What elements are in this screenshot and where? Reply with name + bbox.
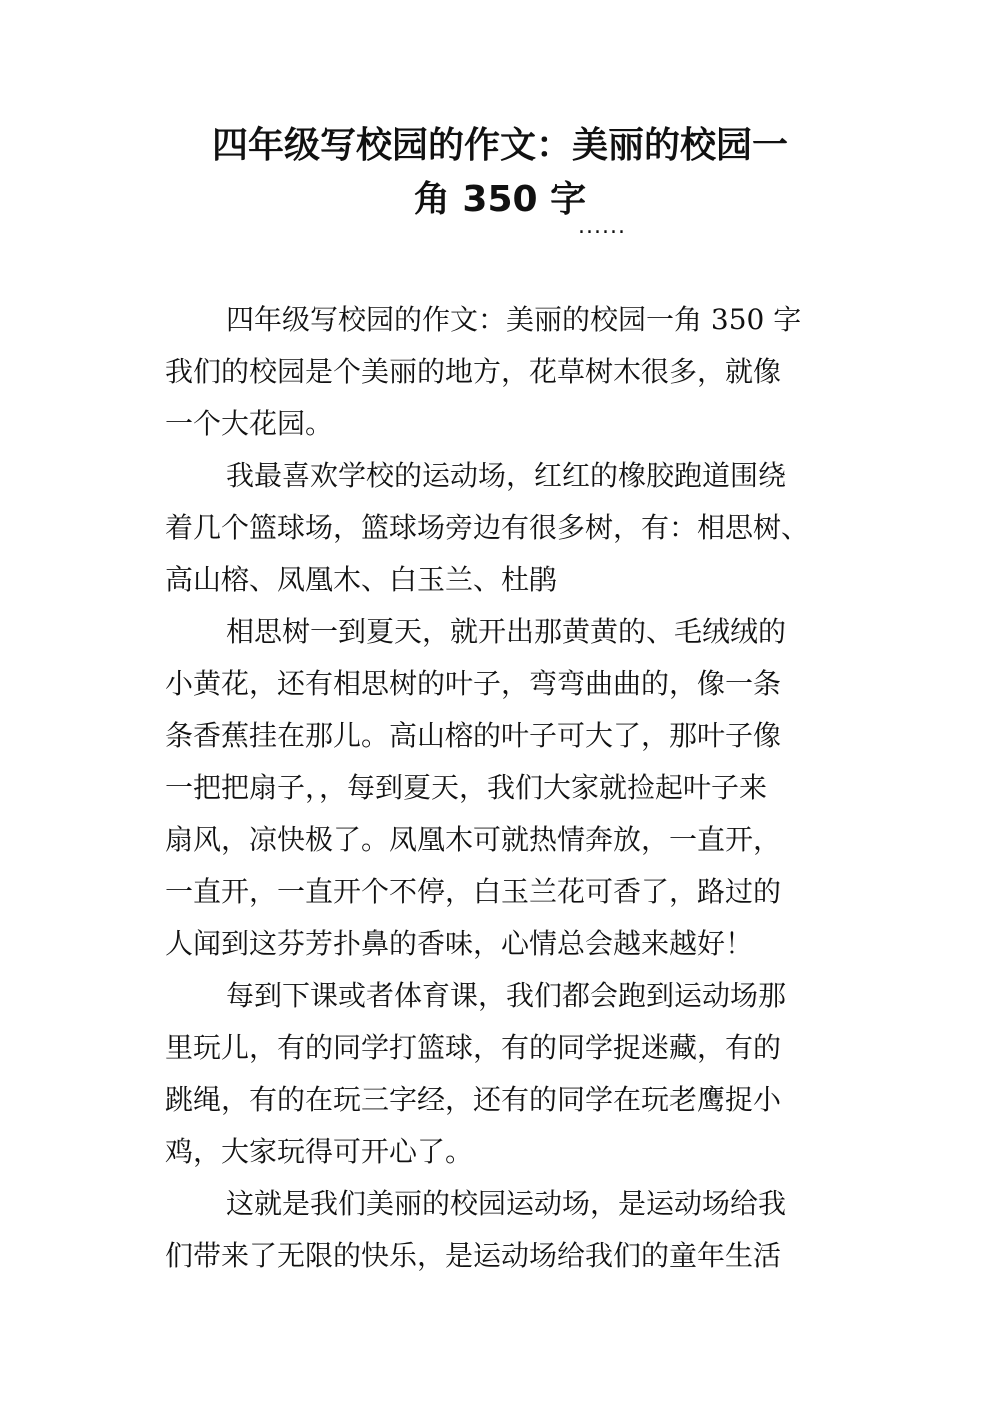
body-line-5: 着几个篮球场，篮球场旁边有很多树，有：相思树、	[165, 511, 810, 544]
body-line-18: 这就是我们美丽的校园运动场，是运动场给我	[226, 1187, 787, 1220]
body-line-13: 人闻到这芬芳扑鼻的香味，心情总会越来越好！	[165, 927, 754, 960]
body-line-16: 跳绳，有的在玩三字经，还有的同学在玩老鹰捉小	[165, 1083, 782, 1116]
title-ellipsis: ......	[578, 214, 626, 239]
body-line-17: 鸡，大家玩得可开心了。	[165, 1135, 474, 1168]
body-line-15: 里玩儿，有的同学打篮球，有的同学捉迷藏，有的	[165, 1031, 782, 1064]
body-line-9: 条香蕉挂在那儿。高山榕的叶子可大了，那叶子像	[165, 719, 782, 752]
body-line-10: 一把把扇子，，每到夏天，我们大家就捡起叶子来	[165, 771, 768, 804]
body-line-2: 我们的校园是个美丽的地方，花草树木很多，就像	[165, 355, 782, 388]
body-line-19: 们带来了无限的快乐，是运动场给我们的童年生活	[165, 1239, 782, 1272]
body-line-8: 小黄花，还有相思树的叶子，弯弯曲曲的，像一条	[165, 667, 782, 700]
body-line-3: 一个大花园。	[165, 407, 334, 440]
body-line-12: 一直开，一直开个不停，白玉兰花可香了，路过的	[165, 875, 782, 908]
document-title-line-2: 角 350 字	[413, 179, 587, 220]
body-line-4: 我最喜欢学校的运动场，红红的橡胶跑道围绕	[226, 459, 787, 492]
body-line-1: 四年级写校园的作文：美丽的校园一角 350 字	[226, 303, 802, 336]
body-line-7: 相思树一到夏天，就开出那黄黄的、毛绒绒的	[226, 615, 787, 648]
body-line-6: 高山榕、凤凰木、白玉兰、杜鹃	[165, 563, 558, 596]
document-title-line-1: 四年级写校园的作文：美丽的校园一	[211, 125, 788, 166]
body-line-11: 扇风，凉快极了。凤凰木可就热情奔放，一直开，	[165, 823, 782, 856]
body-line-14: 每到下课或者体育课，我们都会跑到运动场那	[226, 979, 787, 1012]
